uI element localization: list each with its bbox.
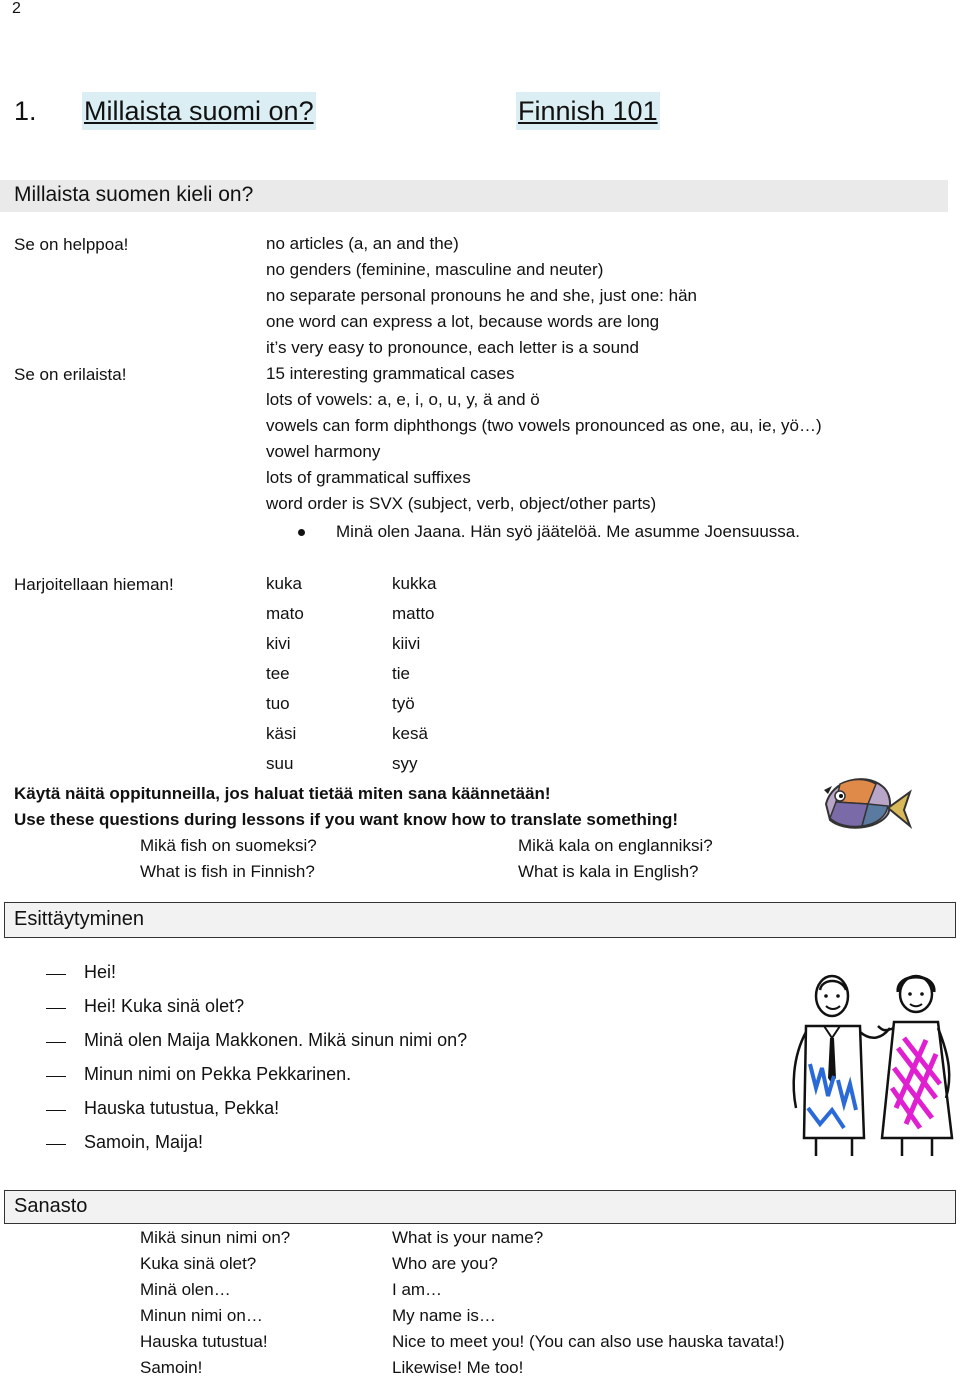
easy-point: no genders (feminine, masculine and neuter) bbox=[266, 260, 604, 279]
dash-icon bbox=[46, 1144, 66, 1145]
easy-point: no articles (a, an and the) bbox=[266, 234, 459, 253]
question-en-2: What is kala in English? bbox=[518, 862, 699, 881]
dash-icon bbox=[46, 1076, 66, 1077]
dash-icon bbox=[46, 974, 66, 975]
practice-word-pair: kesä bbox=[392, 724, 428, 743]
practice-word: tee bbox=[266, 664, 290, 683]
dialogue-line: Hei! Kuka sinä olet? bbox=[84, 996, 245, 1016]
practice-word-pair: kiivi bbox=[392, 634, 421, 653]
vocab-finnish: Hauska tutustua! bbox=[140, 1332, 268, 1351]
label-different: Se on erilaista! bbox=[14, 365, 127, 384]
section-title: Millaista suomen kieli on? bbox=[14, 183, 254, 206]
vocab-finnish: Minä olen… bbox=[140, 1280, 231, 1299]
practice-word-pair: tie bbox=[392, 664, 410, 683]
chapter-title: Millaista suomi on? bbox=[82, 92, 316, 130]
practice-word: mato bbox=[266, 604, 304, 623]
chapter-number: 1. bbox=[14, 96, 37, 126]
vocab-english: Nice to meet you! (You can also use hauska tavata!) bbox=[392, 1332, 785, 1351]
different-point: lots of vowels: a, e, i, o, u, y, ä and ö bbox=[266, 390, 540, 409]
vocab-english: Likewise! Me too! bbox=[392, 1358, 524, 1377]
easy-point: one word can express a lot, because words are long bbox=[266, 312, 660, 331]
fish-illustration bbox=[818, 764, 914, 836]
dialogue-line: Hei! bbox=[84, 962, 117, 982]
practice-word: tuo bbox=[266, 694, 290, 713]
dialogue-line: Minun nimi on Pekka Pekkarinen. bbox=[84, 1064, 352, 1084]
dash-icon bbox=[46, 1008, 66, 1009]
dialogue-line: Minä olen Maija Makkonen. Mikä sinun nimi on? bbox=[84, 1030, 468, 1050]
different-point: lots of grammatical suffixes bbox=[266, 468, 471, 487]
vocab-finnish: Kuka sinä olet? bbox=[140, 1254, 257, 1273]
different-point: word order is SVX (subject, verb, object/other parts) bbox=[266, 494, 657, 513]
people-greeting-illustration bbox=[786, 968, 960, 1158]
vocab-english: What is your name? bbox=[392, 1228, 544, 1247]
question-fi-2: Mikä kala on englanniksi? bbox=[518, 836, 713, 855]
label-practice: Harjoitellaan hieman! bbox=[14, 575, 174, 594]
different-point: 15 interesting grammatical cases bbox=[266, 364, 515, 383]
dash-icon bbox=[46, 1110, 66, 1111]
practice-word-pair: työ bbox=[392, 694, 415, 713]
easy-point: it’s very easy to pronounce, each letter is a sound bbox=[266, 338, 639, 357]
vocab-header-box bbox=[4, 1190, 956, 1224]
dialogue-line: Samoin, Maija! bbox=[84, 1132, 204, 1152]
question-fi-1: Mikä fish on suomeksi? bbox=[140, 836, 317, 855]
practice-word: käsi bbox=[266, 724, 297, 743]
practice-word-pair: kukka bbox=[392, 574, 437, 593]
practice-word-pair: syy bbox=[392, 754, 418, 773]
practice-word: suu bbox=[266, 754, 294, 773]
dash-icon bbox=[46, 1042, 66, 1043]
vocab-finnish: Minun nimi on… bbox=[140, 1306, 263, 1325]
example-sentences: Minä olen Jaana. Hän syö jäätelöä. Me asumme Joensuussa. bbox=[336, 522, 800, 541]
question-en-1: What is fish in Finnish? bbox=[140, 862, 315, 881]
course-title: Finnish 101 bbox=[516, 92, 660, 130]
vocab-english: My name is… bbox=[392, 1306, 496, 1325]
note-finnish: Käytä näitä oppitunneilla, jos haluat tietää miten sana käännetään! bbox=[14, 784, 551, 803]
page-number: 2 bbox=[12, 0, 21, 17]
intro-header-box bbox=[4, 902, 956, 938]
practice-word-pair: matto bbox=[392, 604, 435, 623]
dialogue-line: Hauska tutustua, Pekka! bbox=[84, 1098, 280, 1118]
practice-word: kivi bbox=[266, 634, 291, 653]
vocab-finnish: Samoin! bbox=[140, 1358, 203, 1377]
easy-point: no separate personal pronouns he and she, just one: hän bbox=[266, 286, 697, 305]
note-english: Use these questions during lessons if you want know how to translate something! bbox=[14, 810, 679, 829]
different-point: vowel harmony bbox=[266, 442, 381, 461]
vocab-finnish: Mikä sinun nimi on? bbox=[140, 1228, 291, 1247]
vocab-title: Sanasto bbox=[14, 1195, 88, 1217]
intro-title: Esittäytyminen bbox=[14, 908, 145, 930]
practice-word: kuka bbox=[266, 574, 302, 593]
label-easy: Se on helppoa! bbox=[14, 235, 129, 254]
vocab-english: Who are you? bbox=[392, 1254, 498, 1273]
bullet-dot bbox=[298, 529, 305, 536]
different-point: vowels can form diphthongs (two vowels pronounced as one, au, ie, yö…) bbox=[266, 416, 822, 435]
vocab-english: I am… bbox=[392, 1280, 443, 1299]
